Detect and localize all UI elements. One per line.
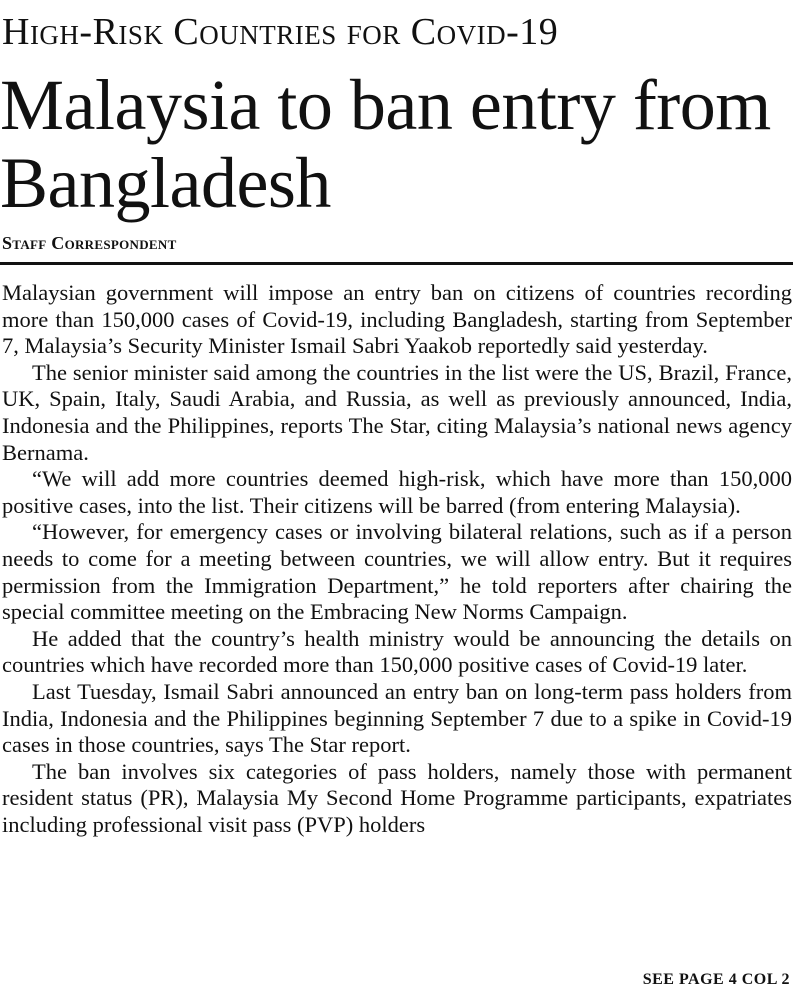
byline: Staff Correspondent bbox=[2, 233, 177, 253]
paragraph: The senior minister said among the countries in the list were the US, Brazil, France, UK, Spain, Italy, Saudi Arabia, and Russia, as well as previously announced, India, Indonesia and the Philippines, reports The Star, citing Malaysia’s national news agency Bernama. bbox=[2, 359, 792, 465]
paragraph: The ban involves six categories of pass holders, namely those with permanent resident status (PR), Malaysia My Second Home Programme participants, expatriates including professional visit pass (PVP) holders bbox=[2, 758, 792, 837]
paragraph: He added that the country’s health ministry would be announcing the details on countries which have recorded more than 150,000 positive cases of Covid-19 later. bbox=[2, 625, 792, 678]
paragraph: “We will add more countries deemed high-risk, which have more than 150,000 positive cases, into the list. Their citizens will be barred (from entering Malaysia). bbox=[2, 466, 792, 518]
divider-rule bbox=[0, 262, 793, 265]
continuation-jump: SEE PAGE 4 COL 2 bbox=[642, 971, 790, 988]
article-body bbox=[2, 280, 792, 838]
paragraph: Last Tuesday, Ismail Sabri announced an entry ban on long-term pass holders from India, Indonesia and the Philippines beginning September 7 due to a spike in Covid-19 cases in those countries, says The Star report. bbox=[2, 678, 792, 758]
section-kicker: High-Risk Countries for Covid-19 bbox=[2, 11, 559, 53]
paragraph: Malaysian government will impose an entry ban on citizens of countries recording more than 150,000 cases of Covid-19, including Bangladesh, starting from September 7, Malaysia’s Security Minister Ismail Sabri Yaakob reportedly said yesterday. bbox=[2, 280, 792, 359]
headline: Malaysia to ban entry from Bangladesh bbox=[0, 65, 771, 223]
paragraph: “However, for emergency cases or involving bilateral relations, such as if a person needs to come for a meeting between countries, we will allow entry. But it requires permission from the Immigration Department,” he told reporters after chairing the special committee meeting on the Embracing New Norms Campaign. bbox=[2, 519, 792, 625]
